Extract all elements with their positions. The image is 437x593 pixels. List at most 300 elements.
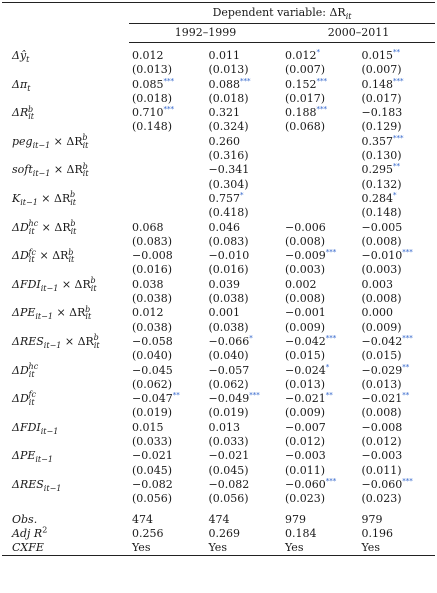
coefficient-cell — [129, 392, 206, 406]
coefficient-cell — [282, 49, 359, 63]
coefficient-value: 0.152 — [285, 77, 317, 91]
table-row — [2, 449, 435, 463]
row-label-interaction: × ΔR — [38, 220, 71, 234]
significance-stars: *** — [402, 334, 413, 343]
significance-stars: * — [249, 334, 253, 343]
coefficient-cell — [129, 163, 206, 177]
row-label-interaction-subscript: it — [90, 283, 97, 293]
footer-value: Yes — [208, 541, 227, 555]
coefficient-value: 0.012 — [285, 49, 317, 62]
standard-error-cell: (0.013) — [361, 377, 402, 391]
row-label-interaction-subscript: it — [82, 169, 89, 179]
coefficient-value: 0.001 — [208, 306, 240, 320]
table-row — [2, 135, 435, 149]
coefficient-value: −0.008 — [132, 249, 173, 263]
standard-error-cell: (0.012) — [285, 435, 326, 449]
table-row — [2, 49, 435, 63]
row-label — [2, 478, 129, 492]
table-row — [2, 106, 435, 120]
row-label-interaction-subscript: it — [70, 226, 77, 236]
table-row — [2, 163, 435, 177]
standard-error-cell: (0.040) — [208, 349, 249, 363]
row-label-interaction-subscript: it — [82, 140, 89, 150]
row-label-text: K — [12, 191, 21, 205]
header-dependent-row — [2, 3, 435, 24]
significance-stars: *** — [393, 76, 404, 85]
table-row-se — [2, 149, 435, 163]
coefficient-cell — [206, 135, 283, 149]
significance-stars: *** — [402, 248, 413, 257]
footer-label — [2, 513, 129, 527]
table-row — [2, 221, 435, 235]
standard-error-cell — [282, 178, 359, 192]
coefficient-cell — [282, 421, 359, 435]
footer-value: Yes — [361, 541, 380, 555]
coefficient-cell — [359, 335, 436, 349]
table-body — [2, 43, 435, 556]
coefficient-value: 0.011 — [208, 49, 240, 62]
coefficient-cell — [206, 78, 283, 92]
row-label-subscript: it−1 — [20, 198, 38, 208]
coefficient-cell — [206, 364, 283, 378]
standard-error-cell — [282, 149, 359, 163]
coefficient-cell — [359, 478, 436, 492]
footer-row — [2, 527, 435, 541]
period-header-1: 1992–1999 — [129, 24, 282, 43]
row-label-subscript: t — [26, 55, 30, 65]
row-label-interaction: × ΔR — [52, 306, 86, 320]
row-label-subscript: it−1 — [43, 341, 62, 351]
row-label-interaction: × ΔR — [58, 277, 91, 291]
coefficient-cell — [129, 278, 206, 292]
standard-error-cell: (0.038) — [132, 292, 173, 306]
coefficient-cell — [206, 421, 283, 435]
standard-error-cell: (0.015) — [361, 349, 402, 363]
row-label — [2, 163, 129, 177]
standard-error-cell: (0.148) — [132, 120, 173, 134]
coefficient-value: −0.058 — [132, 334, 173, 348]
coefficient-value: 0.015 — [361, 49, 393, 62]
bottom-rule — [2, 555, 435, 556]
table-row — [2, 392, 435, 406]
coefficient-value: −0.042 — [285, 334, 326, 348]
row-label-subscript: it−1 — [40, 283, 59, 293]
dependent-variable-subscript: it — [345, 12, 352, 22]
regression-table-container — [2, 2, 435, 556]
row-label-text: soft — [12, 163, 33, 177]
standard-error-cell: (0.056) — [132, 492, 173, 506]
coefficient-cell — [129, 135, 206, 149]
significance-stars: ** — [325, 391, 333, 400]
coefficient-cell — [206, 49, 283, 63]
row-label-subscript: it−1 — [35, 312, 53, 322]
coefficient-value: 0.085 — [132, 77, 164, 91]
coefficient-cell — [206, 192, 283, 206]
coefficient-cell — [282, 478, 359, 492]
standard-error-cell: (0.017) — [361, 91, 402, 105]
row-label-subscript: it — [28, 398, 35, 408]
coefficient-cell — [359, 421, 436, 435]
row-label-interaction-subscript: it — [70, 198, 77, 208]
footer-label-text: CXFE — [12, 541, 44, 555]
row-label-text: Δπ — [12, 77, 28, 91]
coefficient-value: −0.008 — [361, 420, 403, 434]
standard-error-cell: (0.068) — [285, 120, 326, 134]
coefficient-cell — [129, 49, 206, 63]
coefficient-value: 0.012 — [132, 306, 164, 320]
table-row-se — [2, 349, 435, 363]
row-label-subscript: it — [28, 226, 35, 236]
table-row-se — [2, 321, 435, 335]
coefficient-value: 0.012 — [132, 49, 164, 62]
row-label-text: ΔRES — [12, 477, 44, 491]
period-header-2: 2000–2011 — [282, 24, 435, 43]
standard-error-cell: (0.008) — [361, 292, 402, 306]
footer-value: 979 — [361, 512, 383, 526]
significance-stars: * — [393, 191, 397, 200]
standard-error-cell: (0.009) — [285, 406, 326, 420]
table-row — [2, 78, 435, 92]
coefficient-cell — [129, 106, 206, 120]
coefficient-value: 0.284 — [361, 191, 393, 205]
significance-stars: *** — [316, 105, 327, 114]
coefficient-cell — [359, 221, 436, 235]
header-period-row — [2, 24, 435, 43]
row-label-subscript: it — [28, 112, 35, 122]
coefficient-value: −0.003 — [285, 449, 326, 463]
standard-error-cell: (0.083) — [132, 234, 173, 248]
standard-error-cell — [129, 206, 206, 220]
standard-error-cell: (0.012) — [361, 435, 402, 449]
coefficient-cell — [206, 106, 283, 120]
coefficient-cell — [359, 78, 436, 92]
significance-stars: * — [240, 191, 244, 200]
table-row — [2, 478, 435, 492]
standard-error-cell: (0.008) — [361, 406, 402, 420]
coefficient-cell — [282, 163, 359, 177]
coefficient-value: 0.000 — [361, 306, 393, 320]
standard-error-cell: (0.015) — [285, 349, 326, 363]
coefficient-value: 0.003 — [361, 277, 393, 291]
standard-error-cell: (0.011) — [285, 463, 326, 477]
coefficient-cell — [282, 78, 359, 92]
row-label-superscript: b — [28, 104, 34, 114]
coefficient-value: −0.029 — [361, 363, 403, 377]
coefficient-value: −0.047 — [132, 392, 173, 406]
standard-error-cell: (0.008) — [285, 292, 326, 306]
coefficient-value: −0.021 — [132, 449, 173, 463]
coefficient-cell — [282, 278, 359, 292]
row-label-text: ΔR — [12, 106, 29, 120]
footer-value: 474 — [132, 512, 153, 526]
significance-stars: *** — [402, 477, 413, 486]
table-row-se — [2, 435, 435, 449]
table-row — [2, 192, 435, 206]
significance-stars: ** — [402, 362, 410, 371]
row-label-superscript: fc — [28, 247, 36, 257]
row-label-subscript: it−1 — [32, 140, 51, 150]
standard-error-cell: (0.130) — [361, 149, 402, 163]
standard-error-cell: (0.418) — [208, 206, 249, 220]
standard-error-cell: (0.062) — [208, 377, 249, 391]
row-label — [2, 106, 129, 120]
standard-error-cell: (0.019) — [208, 406, 249, 420]
coefficient-cell — [129, 449, 206, 463]
standard-error-cell: (0.316) — [208, 149, 249, 163]
standard-error-cell: (0.083) — [208, 234, 249, 248]
standard-error-cell: (0.011) — [361, 463, 402, 477]
standard-error-cell: (0.038) — [208, 292, 249, 306]
coefficient-cell — [129, 335, 206, 349]
standard-error-cell: (0.023) — [285, 492, 326, 506]
coefficient-value: 0.710 — [132, 106, 164, 120]
row-label-interaction-superscript: b — [82, 161, 88, 171]
table-row-se — [2, 406, 435, 420]
significance-stars: *** — [249, 391, 260, 400]
table-row-se — [2, 92, 435, 106]
row-label-interaction-subscript: it — [85, 312, 92, 322]
row-label — [2, 449, 129, 463]
row-label-interaction: × ΔR — [61, 334, 94, 348]
coefficient-cell — [282, 449, 359, 463]
table-row — [2, 421, 435, 435]
standard-error-cell: (0.016) — [208, 263, 249, 277]
standard-error-cell: (0.016) — [132, 263, 173, 277]
standard-error-cell: (0.018) — [208, 91, 249, 105]
coefficient-value: 0.295 — [361, 163, 393, 177]
coefficient-cell — [129, 249, 206, 263]
significance-stars: *** — [163, 76, 174, 85]
significance-stars: ** — [393, 162, 400, 171]
coefficient-value: 0.046 — [208, 220, 240, 234]
row-label-interaction: × ΔR — [50, 163, 83, 177]
row-label — [2, 218, 129, 236]
standard-error-cell: (0.008) — [285, 234, 326, 248]
table-row-se — [2, 120, 435, 134]
standard-error-cell: (0.038) — [132, 320, 173, 334]
standard-error-cell: (0.304) — [208, 177, 249, 191]
coefficient-value: 0.002 — [285, 277, 317, 291]
coefficient-cell — [359, 364, 436, 378]
row-label — [2, 335, 129, 349]
coefficient-value: −0.021 — [361, 392, 403, 406]
coefficient-value: −0.066 — [208, 334, 250, 348]
standard-error-cell: (0.324) — [208, 120, 249, 134]
row-label — [2, 135, 129, 149]
coefficient-cell — [206, 478, 283, 492]
coefficient-value: −0.024 — [285, 363, 326, 377]
significance-stars: * — [316, 48, 320, 57]
footer-label-text: Obs. — [12, 512, 38, 526]
standard-error-cell — [282, 206, 359, 220]
coefficient-cell — [206, 392, 283, 406]
coefficient-cell — [282, 306, 359, 320]
standard-error-cell: (0.045) — [132, 463, 173, 477]
table-row — [2, 306, 435, 320]
coefficient-value: −0.341 — [208, 163, 250, 177]
row-label — [2, 78, 129, 92]
coefficient-cell — [206, 278, 283, 292]
footer-label-superscript: 2 — [42, 525, 48, 535]
table-row — [2, 249, 435, 263]
table-row — [2, 364, 435, 378]
row-label-interaction: × ΔR — [37, 191, 71, 205]
row-label-superscript: hc — [28, 361, 39, 371]
footer-value: Yes — [132, 541, 151, 555]
coefficient-value: −0.021 — [285, 392, 326, 406]
standard-error-cell: (0.003) — [285, 263, 326, 277]
dependent-variable-header — [129, 3, 435, 24]
footer-row — [2, 541, 435, 555]
row-label-superscript: fc — [28, 390, 36, 400]
standard-error-cell: (0.033) — [132, 435, 173, 449]
row-label — [2, 249, 129, 263]
standard-error-cell: (0.019) — [132, 406, 173, 420]
coefficient-value: −0.082 — [208, 477, 250, 491]
coefficient-cell — [359, 449, 436, 463]
standard-error-cell: (0.045) — [208, 463, 249, 477]
coefficient-cell — [359, 249, 436, 263]
footer-value: 0.269 — [208, 526, 240, 540]
standard-error-cell: (0.013) — [132, 63, 173, 77]
coefficient-cell — [359, 278, 436, 292]
table-row-se — [2, 206, 435, 220]
coefficient-cell — [206, 221, 283, 235]
regression-table — [2, 3, 435, 555]
coefficient-cell — [206, 163, 283, 177]
row-label-subscript: it — [28, 255, 35, 265]
row-label-interaction-superscript: b — [70, 190, 76, 200]
coefficient-cell — [282, 192, 359, 206]
footer-value: 0.256 — [132, 526, 164, 540]
row-label-interaction-subscript: it — [93, 341, 100, 351]
row-label — [2, 392, 129, 406]
row-label-text: ΔD — [12, 363, 29, 377]
coefficient-cell — [206, 449, 283, 463]
coefficient-cell — [129, 478, 206, 492]
row-label-subscript: it — [28, 369, 35, 379]
coefficient-value: −0.183 — [361, 106, 403, 120]
row-label-text: ΔRES — [12, 334, 44, 348]
dependent-variable-text: Dependent variable: ΔR — [212, 6, 346, 19]
row-label-interaction-superscript: b — [93, 333, 99, 343]
footer-value: 979 — [285, 512, 306, 526]
table-row-se — [2, 63, 435, 77]
coefficient-cell — [359, 392, 436, 406]
coefficient-cell — [206, 249, 283, 263]
row-label-subscript: it−1 — [43, 484, 62, 494]
coefficient-value: −0.005 — [361, 220, 403, 234]
standard-error-cell: (0.062) — [132, 377, 173, 391]
standard-error-cell — [129, 149, 206, 163]
significance-stars: ** — [402, 391, 410, 400]
row-label-text: ΔPE — [12, 449, 36, 463]
coefficient-value: −0.060 — [285, 477, 326, 491]
row-label-interaction: × ΔR — [36, 249, 69, 263]
row-label-interaction-superscript: b — [85, 304, 91, 314]
footer-row — [2, 513, 435, 527]
coefficient-cell — [282, 392, 359, 406]
coefficient-value: −0.045 — [132, 363, 173, 377]
significance-stars: *** — [240, 76, 251, 85]
coefficient-cell — [282, 221, 359, 235]
coefficient-value: −0.006 — [285, 220, 326, 234]
coefficient-value: 0.015 — [132, 420, 164, 434]
coefficient-cell — [206, 306, 283, 320]
standard-error-cell: (0.003) — [361, 263, 402, 277]
coefficient-value: 0.088 — [208, 77, 240, 91]
row-label-interaction-superscript: b — [68, 247, 74, 257]
coefficient-value: −0.060 — [361, 477, 403, 491]
footer-label-text: Adj R — [12, 526, 43, 540]
standard-error-cell: (0.018) — [132, 91, 173, 105]
row-label-text: ΔD — [12, 249, 29, 263]
standard-error-cell: (0.009) — [285, 320, 326, 334]
footer-value: 0.196 — [361, 526, 393, 540]
row-label-subscript: it−1 — [35, 455, 53, 465]
significance-stars: *** — [325, 248, 337, 257]
coefficient-cell — [206, 335, 283, 349]
coefficient-value: −0.082 — [132, 477, 173, 491]
row-label-text: ΔD — [12, 220, 29, 234]
table-row-se — [2, 235, 435, 249]
row-label-text: peg — [12, 134, 33, 148]
significance-stars: ** — [172, 391, 180, 400]
coefficient-cell — [359, 163, 436, 177]
footer-value: 474 — [208, 512, 230, 526]
row-label-text: Δŷ — [12, 49, 27, 62]
coefficient-value: 0.321 — [208, 106, 240, 120]
coefficient-cell — [282, 249, 359, 263]
significance-stars: *** — [325, 477, 337, 486]
significance-stars: *** — [316, 76, 327, 85]
significance-stars: *** — [325, 334, 337, 343]
footer-label — [2, 527, 129, 541]
footer-value: Yes — [285, 541, 304, 555]
coefficient-cell — [129, 364, 206, 378]
coefficient-value: −0.010 — [361, 249, 403, 263]
table-row-se — [2, 178, 435, 192]
table-row — [2, 278, 435, 292]
coefficient-cell — [359, 306, 436, 320]
row-label-text: ΔD — [12, 392, 29, 406]
coefficient-value: −0.021 — [208, 449, 250, 463]
row-label-subscript: it−1 — [32, 169, 51, 179]
coefficient-value: 0.068 — [132, 220, 164, 234]
coefficient-value: 0.013 — [208, 420, 240, 434]
coefficient-cell — [359, 135, 436, 149]
coefficient-value: −0.049 — [208, 392, 250, 406]
coefficient-cell — [359, 106, 436, 120]
table-row-se — [2, 464, 435, 478]
standard-error-cell: (0.148) — [361, 206, 402, 220]
table-row-se — [2, 292, 435, 306]
coefficient-value: 0.260 — [208, 134, 240, 148]
standard-error-cell: (0.017) — [285, 91, 326, 105]
standard-error-cell: (0.033) — [208, 435, 249, 449]
standard-error-cell: (0.040) — [132, 349, 173, 363]
row-label-interaction-superscript: b — [82, 133, 88, 143]
standard-error-cell: (0.008) — [361, 234, 402, 248]
coefficient-value: −0.057 — [208, 363, 250, 377]
standard-error-cell: (0.023) — [361, 492, 402, 506]
standard-error-cell: (0.056) — [208, 492, 249, 506]
footer-value: 0.184 — [285, 526, 317, 540]
coefficient-cell — [282, 364, 359, 378]
row-label-superscript: hc — [28, 218, 39, 228]
standard-error-cell: (0.007) — [361, 63, 402, 77]
coefficient-value: 0.148 — [361, 77, 393, 91]
